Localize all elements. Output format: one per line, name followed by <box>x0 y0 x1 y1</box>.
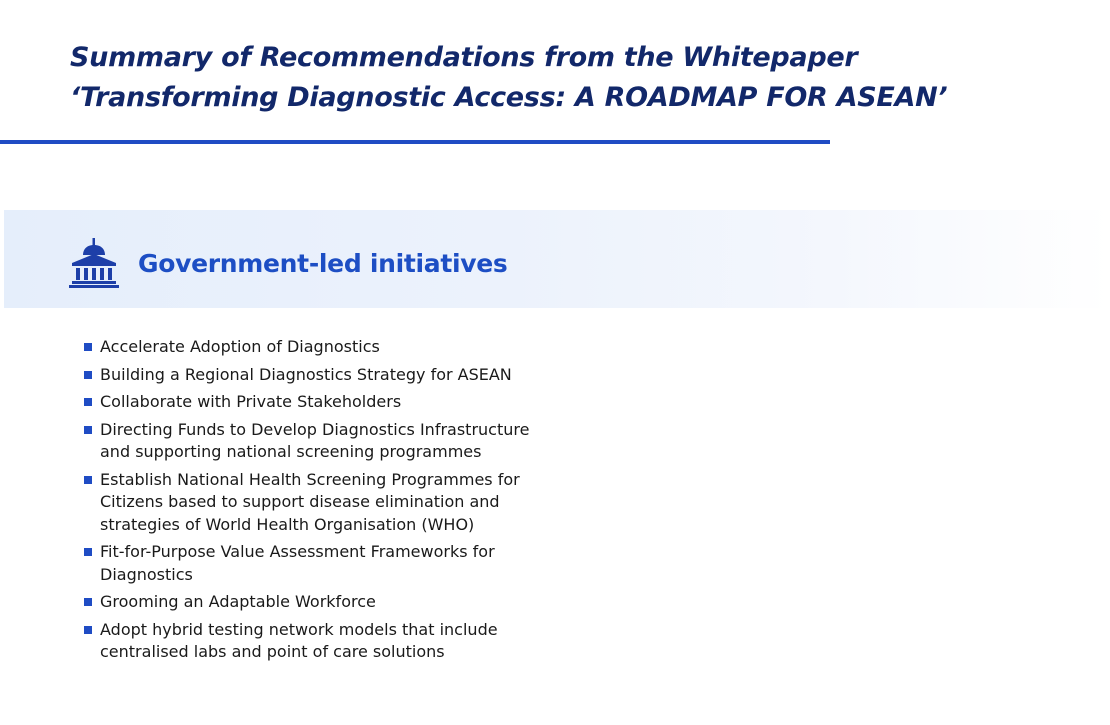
list-item-line: Collaborate with Private Stakeholders <box>100 392 402 411</box>
list-item-line: Fit-for-Purpose Value Assessment Frameworks for <box>100 542 495 561</box>
list-item-line: Accelerate Adoption of Diagnostics <box>100 337 380 356</box>
list-item <box>84 419 564 464</box>
list-item <box>84 336 564 359</box>
list-item-line: Diagnostics <box>100 564 193 584</box>
page-title <box>70 38 947 118</box>
square-bullet-icon <box>84 626 92 634</box>
section-title: Government-led initiatives <box>138 249 508 278</box>
square-bullet-icon <box>84 398 92 406</box>
list-item-text <box>100 541 495 586</box>
list-item-line: Building a Regional Diagnostics Strategy for ASEAN <box>100 364 512 384</box>
list-item-line: Grooming an Adaptable Workforce <box>100 592 376 611</box>
list-item-text <box>100 391 401 414</box>
square-bullet-icon <box>84 426 92 434</box>
page-title-line-2: ‘Transforming Diagnostic Access: A ROADMAP FOR ASEAN’ <box>70 82 948 113</box>
list-item-line: Establish National Health Screening Programmes for <box>100 469 520 489</box>
page-title-line-1: Summary of Recommendations from the Whitepaper <box>70 42 858 73</box>
square-bullet-icon <box>84 598 92 606</box>
list-item-line: centralised labs and point of care solutions <box>100 642 445 661</box>
list-item <box>84 364 564 387</box>
square-bullet-icon <box>84 548 92 556</box>
list-item-line: strategies of World Health Organisation (WHO) <box>100 514 475 534</box>
list-item-text <box>100 364 512 387</box>
square-bullet-icon <box>84 476 92 484</box>
title-divider <box>0 140 830 144</box>
list-item-line: Adopt hybrid testing network models that include <box>100 619 498 639</box>
list-item <box>84 469 564 537</box>
list-item-text <box>100 419 529 464</box>
list-item-line: and supporting national screening programmes <box>100 442 482 461</box>
recommendations-list <box>84 336 564 669</box>
list-item-line: Citizens based to support disease elimination and <box>100 492 500 511</box>
list-item-text <box>100 469 520 537</box>
square-bullet-icon <box>84 343 92 351</box>
list-item <box>84 541 564 586</box>
list-item-text <box>100 591 376 614</box>
list-item <box>84 591 564 614</box>
square-bullet-icon <box>84 371 92 379</box>
list-item-text <box>100 619 498 664</box>
list-item-line: Directing Funds to Develop Diagnostics Infrastructure <box>100 419 530 439</box>
list-item <box>84 619 564 664</box>
list-item <box>84 391 564 414</box>
list-item-text <box>100 336 380 359</box>
government-building-icon <box>68 236 120 288</box>
